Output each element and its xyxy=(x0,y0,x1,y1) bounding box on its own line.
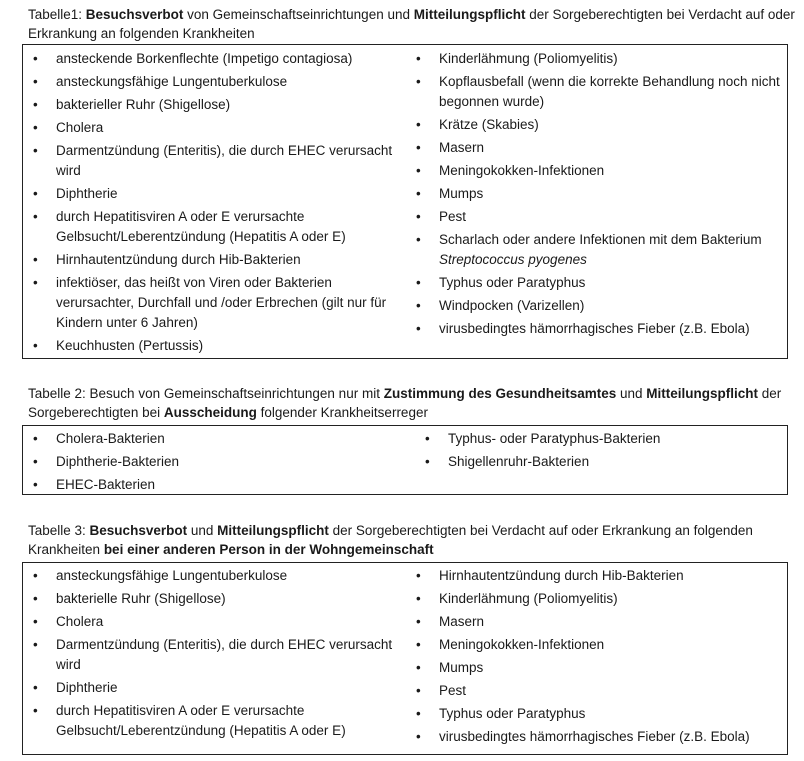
caption-text: der Sorgeberechtigten bei xyxy=(28,386,782,420)
list-item: • virusbedingtes hämorrhagisches Fieber (z.B. Ebola) xyxy=(406,727,784,747)
list-item: • Diphtherie xyxy=(23,678,403,698)
bacterium-name: Streptococcus pyogenes xyxy=(439,252,587,267)
list-item: • Shigellenruhr-Bakterien xyxy=(415,452,785,472)
list-item-text: Scharlach oder andere Infektionen mit dem Bakterium xyxy=(439,232,762,247)
caption-text: Tabelle1: xyxy=(28,7,86,22)
list-item: • durch Hepatitisviren A oder E verursachte Gelbsucht/Leberentzündung (Hepatitis A oder E) xyxy=(23,207,403,247)
caption-bold: Zustimmung des Gesundheitsamtes xyxy=(383,386,617,401)
list-item: • Meningokokken-Infektionen xyxy=(406,161,784,181)
caption-bold: Besuchsverbot xyxy=(89,523,188,538)
table3-right-column xyxy=(406,566,784,750)
caption-text: von Gemeinschaftseinrichtungen und xyxy=(183,7,414,22)
table2-left-column xyxy=(23,429,403,498)
table1-left-column xyxy=(23,49,403,359)
list-item: • Hirnhautentzündung durch Hib-Bakterien xyxy=(406,566,784,586)
list-item: • Diphtherie-Bakterien xyxy=(23,452,403,472)
caption-text: und xyxy=(187,523,218,538)
caption-bold: Mitteilungspflicht xyxy=(646,386,759,401)
caption-text: der Sorgeberechtigten bei Verdacht auf oder Erkrankung an folgenden Krankheiten xyxy=(28,523,753,557)
list-item: • Typhus oder Paratyphus xyxy=(406,273,784,293)
list-item: • Pest xyxy=(406,681,784,701)
table3-caption xyxy=(28,521,798,559)
caption-bold: Besuchsverbot xyxy=(85,7,184,22)
list-item: • Kinderlähmung (Poliomyelitis) xyxy=(406,49,784,69)
table1 xyxy=(22,44,788,359)
list-item-scharlach xyxy=(406,230,784,270)
list-item: • Typhus oder Paratyphus xyxy=(406,704,784,724)
table2 xyxy=(22,425,788,495)
list-item: • Darmentzündung (Enteritis), die durch EHEC verursacht wird xyxy=(23,141,403,181)
caption-bold: Mitteilungspflicht xyxy=(217,523,329,538)
list-item: • ansteckungsfähige Lungentuberkulose xyxy=(23,566,403,586)
caption-bold: Ausscheidung xyxy=(163,405,257,420)
list-item: • Krätze (Skabies) xyxy=(406,115,784,135)
list-item: • virusbedingtes hämorrhagisches Fieber (z.B. Ebola) xyxy=(406,319,784,339)
list-item: • Mumps xyxy=(406,658,784,678)
list-item: • ansteckungsfähige Lungentuberkulose xyxy=(23,72,403,92)
list-item: • Masern xyxy=(406,612,784,632)
list-item: • Hirnhautentzündung durch Hib-Bakterien xyxy=(23,250,403,270)
list-item: • Mumps xyxy=(406,184,784,204)
list-item: • Keuchhusten (Pertussis) xyxy=(23,336,403,356)
list-item: • Cholera xyxy=(23,612,403,632)
list-item: • EHEC-Bakterien xyxy=(23,475,403,495)
table1-caption xyxy=(28,5,798,43)
caption-text: folgender Krankheitserreger xyxy=(256,405,428,420)
list-item: • Masern xyxy=(406,138,784,158)
list-item: • Kopflausbefall (wenn die korrekte Behandlung noch nicht begonnen wurde) xyxy=(406,72,784,112)
table1-right-column xyxy=(406,49,784,342)
list-item: • Pest xyxy=(406,207,784,227)
caption-text: Tabelle 3: xyxy=(28,523,90,538)
list-item: • infektiöser, das heißt von Viren oder Bakterien verursachter, Durchfall und /oder Erbrechen (gilt nur für Kindern unter 6 Jahren) xyxy=(23,273,403,333)
list-item: • Meningokokken-Infektionen xyxy=(406,635,784,655)
list-item: • bakterieller Ruhr (Shigellose) xyxy=(23,95,403,115)
caption-text: Tabelle 2: Besuch von Gemeinschaftseinrichtungen nur mit xyxy=(28,386,384,401)
list-item: • Diphtherie xyxy=(23,184,403,204)
caption-text: und xyxy=(616,386,647,401)
caption-bold: bei einer anderen Person in der Wohngemeinschaft xyxy=(103,542,434,557)
list-item: • Windpocken (Varizellen) xyxy=(406,296,784,316)
list-item: • Typhus- oder Paratyphus-Bakterien xyxy=(415,429,785,449)
table2-caption xyxy=(28,384,798,422)
table3-left-column xyxy=(23,566,403,744)
table3 xyxy=(22,562,788,755)
list-item: • Cholera xyxy=(23,118,403,138)
list-item: • durch Hepatitisviren A oder E verursachte Gelbsucht/Leberentzündung (Hepatitis A oder E) xyxy=(23,701,403,741)
list-item: • Cholera-Bakterien xyxy=(23,429,403,449)
caption-bold: Mitteilungspflicht xyxy=(413,7,526,22)
list-item: • ansteckende Borkenflechte (Impetigo contagiosa) xyxy=(23,49,403,69)
list-item: • bakterielle Ruhr (Shigellose) xyxy=(23,589,403,609)
table2-right-column xyxy=(415,429,785,475)
caption-text: der Sorgeberechtigten bei Verdacht auf oder Erkrankung an folgenden Krankheiten xyxy=(28,7,795,41)
list-item: • Kinderlähmung (Poliomyelitis) xyxy=(406,589,784,609)
list-item: • Darmentzündung (Enteritis), die durch EHEC verursacht wird xyxy=(23,635,403,675)
